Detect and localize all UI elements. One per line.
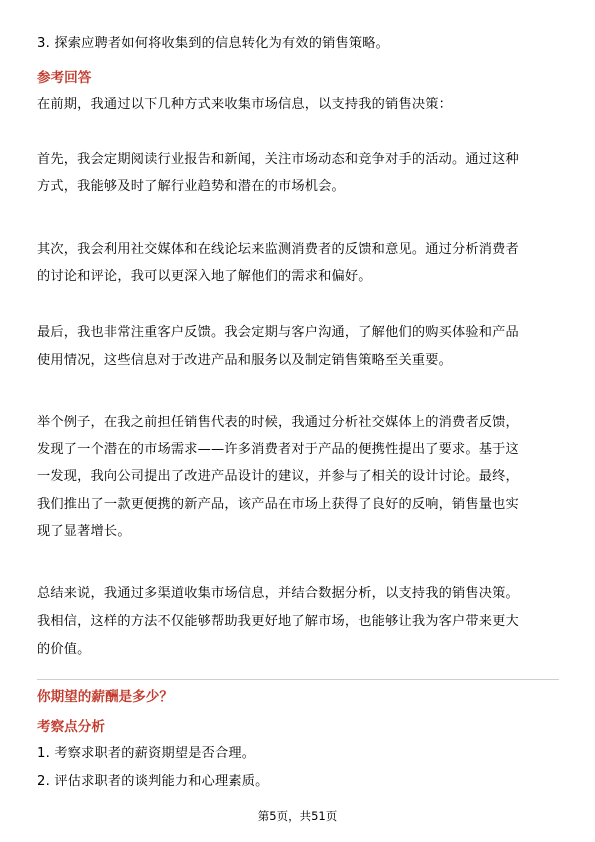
answer-paragraph-5-line-1: 举个例子，在我之前担任销售代表的时候，我通过分析社交媒体上的消费者反馈， xyxy=(37,415,519,430)
answer-paragraph-5-line-4: 我们推出了一款更便携的新产品，该产品在市场上获得了良好的反响，销售量也实 xyxy=(37,497,519,512)
reference-answer-heading: 参考回答 xyxy=(37,70,92,86)
analysis-heading: 考察点分析 xyxy=(37,719,105,735)
answer-paragraph-5-line-5: 现了显著增长。 xyxy=(37,524,131,539)
answer-paragraph-6-line-1: 总结来说，我通过多渠道收集市场信息，并结合数据分析，以支持我的销售决策。 xyxy=(37,586,519,601)
analysis-item-2: 2. 评估求职者的谈判能力和心理素质。 xyxy=(37,774,269,789)
answer-paragraph-4-line-2: 使用情况，这些信息对于改进产品和服务以及制定销售策略至关重要。 xyxy=(37,353,453,368)
page-number: 第5页，共51页 xyxy=(257,809,338,823)
answer-paragraph-3-line-2: 的讨论和评论，我可以更深入地了解他们的需求和偏好。 xyxy=(37,269,372,284)
answer-paragraph-3-line-1: 其次，我会利用社交媒体和在线论坛来监测消费者的反馈和意见。通过分析消费者 xyxy=(37,242,519,257)
answer-paragraph-6-line-3: 的价值。 xyxy=(37,642,91,657)
answer-paragraph-2-line-1: 首先，我会定期阅读行业报告和新闻，关注市场动态和竞争对手的活动。通过这种 xyxy=(37,152,519,167)
answer-paragraph-1-line-1: 在前期，我通过以下几种方式来收集市场信息，以支持我的销售决策： xyxy=(37,97,453,112)
answer-paragraph-4-line-1: 最后，我也非常注重客户反馈。我会定期与客户沟通，了解他们的购买体验和产品 xyxy=(37,325,519,340)
next-question-title: 你期望的薪酬是多少？ xyxy=(37,689,173,705)
answer-paragraph-5-line-3: 一发现，我向公司提出了改进产品设计的建议，并参与了相关的设计讨论。最终， xyxy=(37,469,519,484)
analysis-item-1: 1. 考察求职者的薪资期望是否合理。 xyxy=(37,746,256,761)
section-divider xyxy=(37,679,559,680)
question-item-3: 3. 探索应聘者如何将收集到的信息转化为有效的销售策略。 xyxy=(37,36,390,51)
answer-paragraph-6-line-2: 我相信，这样的方法不仅能够帮助我更好地了解市场，也能够让我为客户带来更大 xyxy=(37,614,519,629)
answer-paragraph-5-line-2: 发现了一个潜在的市场需求——许多消费者对于产品的便携性提出了要求。基于这 xyxy=(37,442,519,457)
answer-paragraph-2-line-2: 方式，我能够及时了解行业趋势和潜在的市场机会。 xyxy=(37,179,345,194)
